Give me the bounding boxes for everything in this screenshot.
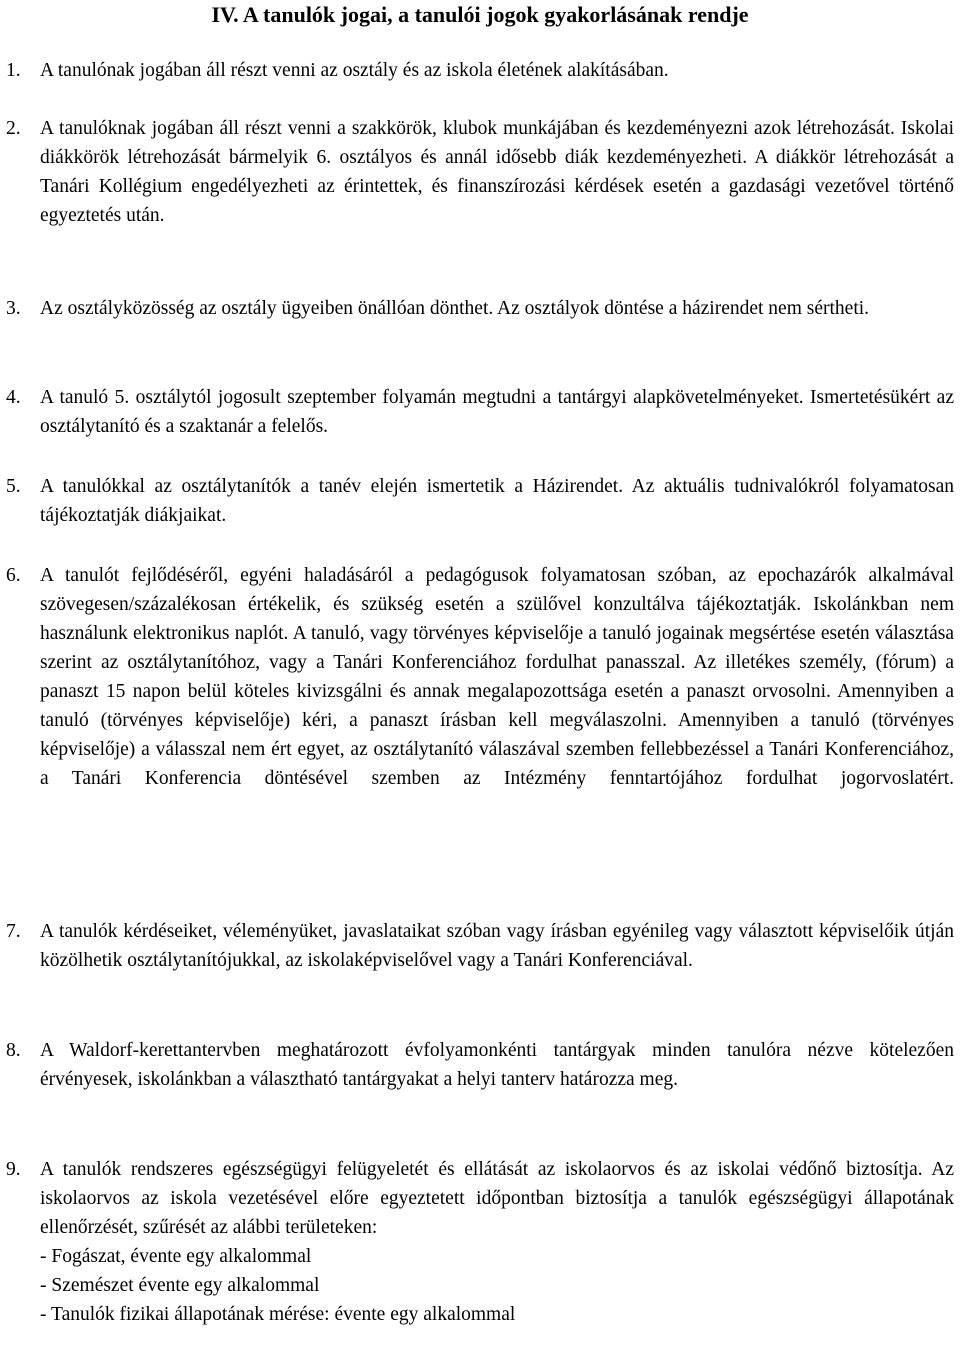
item-text: A Waldorf-kerettantervben meghatározott évfolyamonkénti tantárgyak minden tanulóra nézve kötelezően érvényesek, iskolánkban a választható tantárgyakat a helyi tanterv határozza meg. (40, 1040, 954, 1090)
item-number: 6. (6, 565, 21, 586)
list-item-7 (6, 917, 954, 975)
sub-list-item: - Tanulók fizikai állapotának mérése: évente egy alkalommal (40, 1304, 516, 1325)
item-text: Az osztályközösség az osztály ügyeiben önállóan dönthet. Az osztályok döntése a házirendet nem sértheti. (40, 298, 870, 319)
list-item-5 (6, 472, 954, 530)
section-heading: IV. A tanulók jogai, a tanulói jogok gyakorlásának rendje (211, 2, 749, 27)
item-text: A tanuló 5. osztálytól jogosult szeptember folyamán megtudni a tantárgyi alapkövetelményeket. Ismertetésükért az osztálytanító és a szaktanár a felelős. (40, 387, 954, 437)
item-text: A tanulót fejlődéséről, egyéni haladásáról a pedagógusok folyamatosan szóban, az epochazárók alkalmával szövegesen/százalékosan értékelik, és szükség esetén a szülővel konzultálva tájékoztatják. Iskolánkban nem használunk elektronikus naplót. A tanuló, vagy törvényes képviselője a tanuló jogainak megsértése esetén választása szerint az osztálytanítóhoz, vagy a Tanári Konferenciához fordulhat panasszal. Az illetékes személy, (fórum) a panaszt 15 napon belül köteles kivizsgálni és annak megalapozottsága esetén a panaszt orvosolni. Amennyiben a tanuló (törvényes képviselője) kéri, a panaszt írásban kell megválaszolni. Amennyiben a tanuló (törvényes képviselője) a válasszal nem ért egyet, az osztálytanító válaszával szemben fellebbezéssel a Tanári Konferenciához, a Tanári Konferencia döntésével szemben az Intézmény fenntartójához fordulhat jogorvoslatért. (40, 565, 954, 789)
list-item-8 (6, 1036, 954, 1094)
list-item-6 (6, 561, 954, 793)
item-number: 1. (6, 60, 21, 81)
item-text: A tanulókkal az osztálytanítók a tanév elején ismertetik a Házirendet. Az aktuális tudnivalókról folyamatosan tájékoztatják diákjaikat. (40, 476, 954, 526)
list-item-1 (6, 56, 954, 85)
item-number: 5. (6, 476, 21, 497)
list-item-3 (6, 294, 954, 323)
sub-list-item: - Szemészet évente egy alkalommal (40, 1275, 320, 1296)
sub-list (40, 1242, 954, 1329)
item-number: 9. (6, 1159, 21, 1180)
list-item-2 (6, 114, 954, 230)
item-text: A tanulók kérdéseiket, véleményüket, javaslataikat szóban vagy írásban egyénileg vagy választott képviselőik útján közölhetik osztálytanítójukkal, az iskolaképviselővel vagy a Tanári Konferenciával. (40, 921, 954, 971)
item-number: 4. (6, 387, 21, 408)
item-text (40, 1155, 954, 1329)
item-paragraph: A tanulók rendszeres egészségügyi felügyeletét és ellátását az iskolaorvos és az iskolai védőnő biztosítja. Az iskolaorvos az iskola vezetésével előre egyeztetett időpontban biztosítja a tanulók egészségügyi állapotának ellenőrzését, szűrését az alábbi területeken: (40, 1159, 954, 1238)
item-text: A tanulóknak jogában áll részt venni a szakkörök, klubok munkájában és kezdeményezni azok létrehozását. Iskolai diákkörök létrehozását bármelyik 6. osztályos és annál idősebb diák kezdeményezheti. A diákkör létrehozását a Tanári Kollégium engedélyezheti az érintettek, és finanszírozási kérdések esetén a gazdasági vezetővel történő egyeztetés után. (40, 118, 954, 226)
sub-list-item: - Fogászat, évente egy alkalommal (40, 1246, 312, 1267)
item-number: 2. (6, 118, 21, 139)
item-number: 3. (6, 298, 21, 319)
list-item-4 (6, 383, 954, 441)
item-text: A tanulónak jogában áll részt venni az osztály és az iskola életének alakításában. (40, 60, 669, 81)
item-number: 7. (6, 921, 21, 942)
list-item-9 (6, 1155, 954, 1329)
item-number: 8. (6, 1040, 21, 1061)
